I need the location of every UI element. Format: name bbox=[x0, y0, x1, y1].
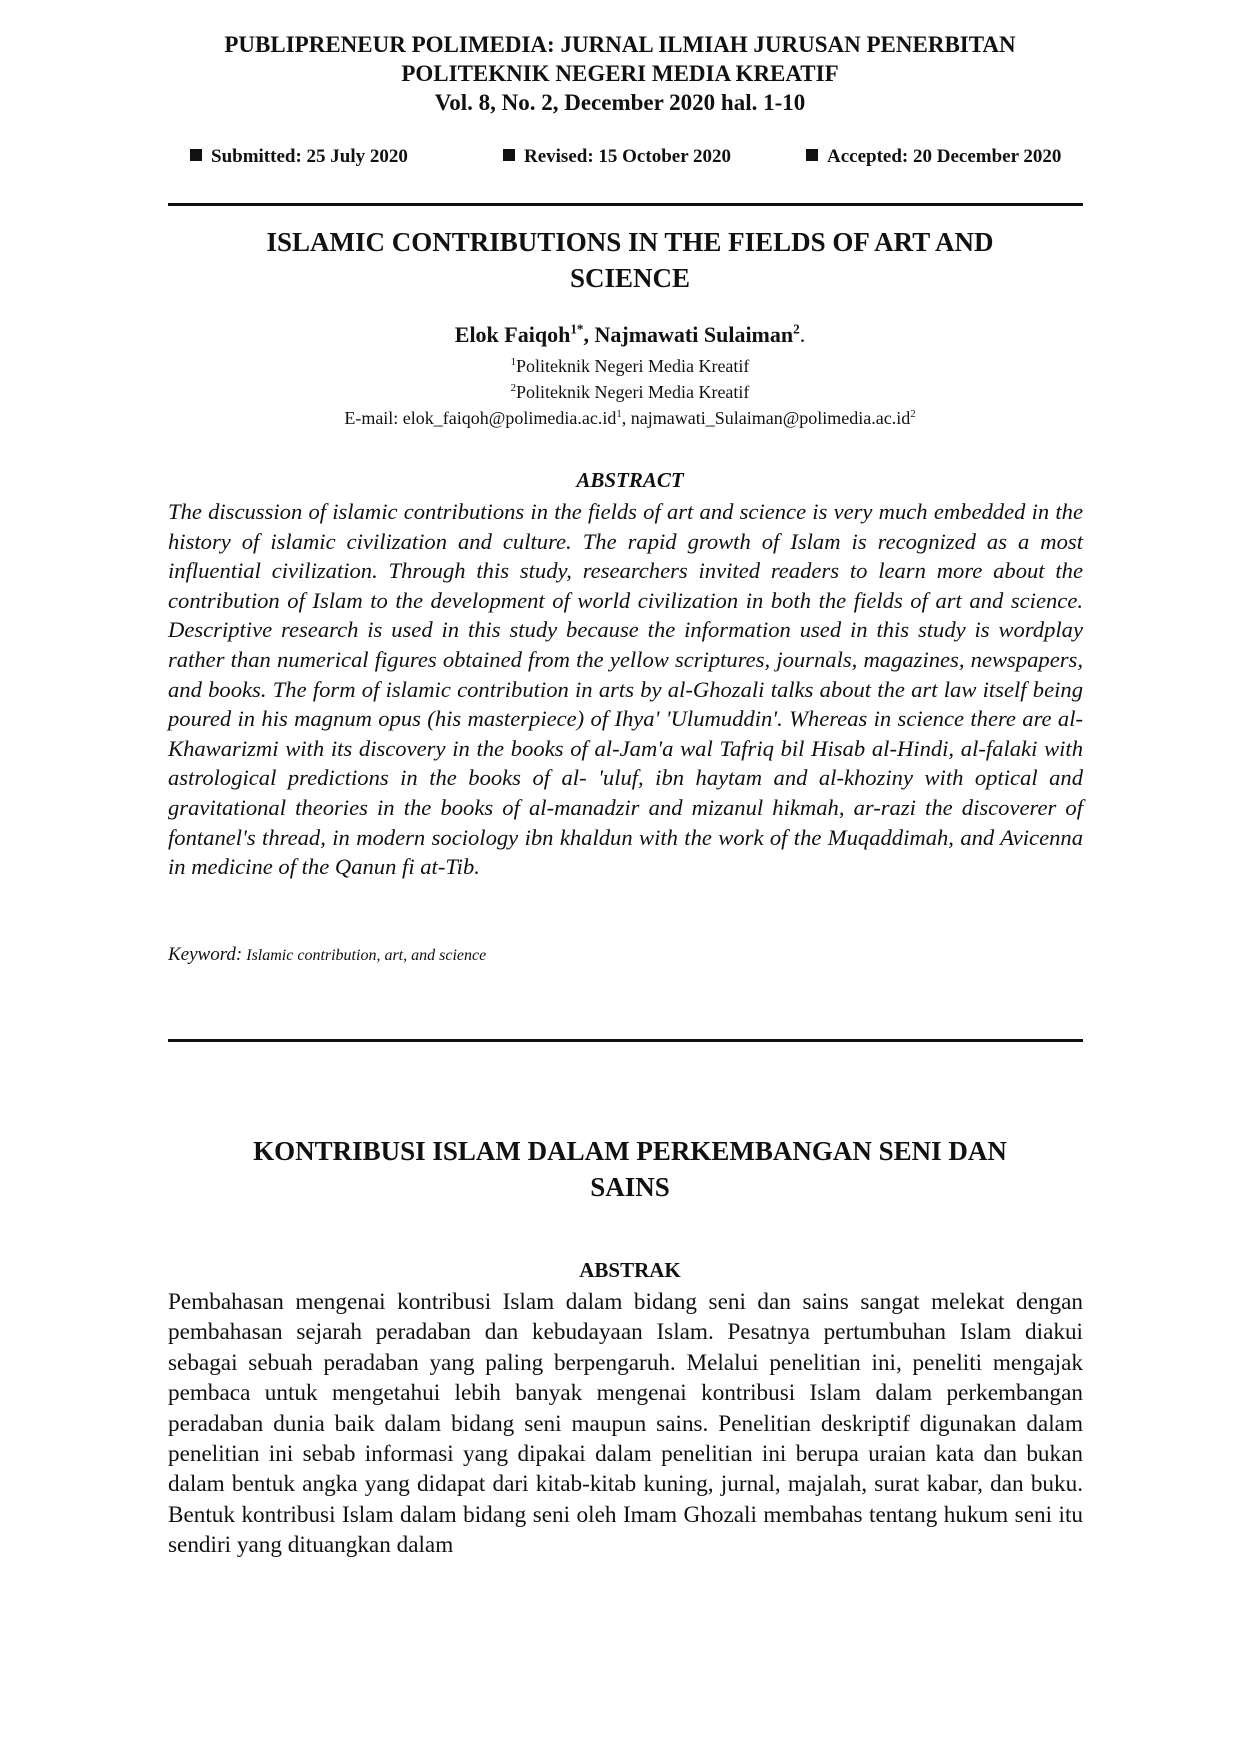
revised-date: Revised: 15 October 2020 bbox=[503, 146, 731, 168]
square-bullet-icon bbox=[190, 149, 202, 161]
journal-name-line1: PUBLIPRENEUR POLIMEDIA: JURNAL ILMIAH JURUSAN PENERBITAN bbox=[224, 32, 1016, 57]
header-divider bbox=[168, 203, 1083, 206]
submitted-date: Submitted: 25 July 2020 bbox=[190, 146, 408, 168]
abstrak-heading: ABSTRAK bbox=[579, 1258, 681, 1282]
square-bullet-icon bbox=[503, 149, 515, 161]
title-english bbox=[150, 224, 1110, 296]
author-1: Elok Faiqoh bbox=[454, 322, 571, 347]
title-indonesian bbox=[150, 1133, 1110, 1205]
title-indonesian-line2: SAINS bbox=[590, 1172, 670, 1202]
affiliation-2: $^2$Politeknik Negeri Media Kreatif bbox=[510, 382, 750, 402]
authors: Elok Faiqoh$^{1*}$, Najmawati Sulaiman$^2$. bbox=[454, 321, 806, 347]
journal-name-line2: POLITEKNIK NEGERI MEDIA KREATIF bbox=[401, 61, 839, 86]
keyword-text: Islamic contribution, art, and science bbox=[242, 947, 487, 964]
journal-volume: Vol. 8, No. 2, December 2020 hal. 1-10 bbox=[434, 90, 806, 115]
journal-header bbox=[140, 30, 1100, 117]
keywords bbox=[168, 944, 486, 966]
affiliation-1: $^1$Politeknik Negeri Media Kreatif bbox=[510, 356, 750, 376]
submission-dates bbox=[0, 146, 1240, 174]
title-english-line2: SCIENCE bbox=[569, 263, 691, 293]
abstract-text: The discussion of islamic contributions in the fields of art and science is very much embedded in the history of islamic civilization and culture. The rapid growth of Islam is recognized as a most influential civilization. Through this study, researchers invited readers to learn more about the contribution of Islam to the development of world civilization in both the fields of art and science. Descriptive research is used in this study because the information used in this study is wordplay rather than numerical figures obtained from the yellow scriptures, journals, magazines, newspapers, and books. The form of islamic contribution in arts by al-Ghozali talks about the art law itself being poured in his magnum opus (his masterpiece) of Ihya' 'Ulumuddin'. Whereas in science there are al-Khawarizmi with its discovery in the books of al-Jam'a wal Tafriq bil Hisab al-Hindi, al-falaki with astrological predictions in the books of al- 'uluf, ibn haytam and al-khoziny with optical and gravitational theories in the books of al-manadzir and mizanul hikmah, ar-razi the discoverer of fontanel's thread, in modern sociology ibn khaldun with the work of the Muqaddimah, and Avicenna in medicine of the Qanun fi at-Tib. bbox=[168, 499, 1083, 880]
abstrak-text: Pembahasan mengenai kontribusi Islam dalam bidang seni dan sains sangat melekat dengan pembahasan sejarah peradaban dan kebudayaan Islam. Pesatnya pertumbuhan Islam diakui sebagai sebuah peradaban yang paling berpengaruh. Melalui penelitian ini, peneliti mengajak pembaca untuk mengetahui lebih banyak mengenai kontribusi Islam dalam perkembangan peradaban dunia baik dalam bidang seni maupun sains. Penelitian deskriptif digunakan dalam penelitian ini sebab informasi yang dipakai dalam penelitian ini berupa uraian kata dan bukan dalam bentuk angka yang didapat dari kitab-kitab kuning, jurnal, majalah, surat kabar, dan buku. Bentuk kontribusi Islam dalam bidang seni oleh Imam Ghozali membahas tentang hukum seni itu sendiri yang dituangkan dalam bbox=[168, 1289, 1083, 1559]
accepted-date: Accepted: 20 December 2020 bbox=[806, 146, 1061, 168]
square-bullet-icon bbox=[806, 149, 818, 161]
abstract-divider bbox=[168, 1039, 1083, 1042]
title-indonesian-line1: KONTRIBUSI ISLAM DALAM PERKEMBANGAN SENI DAN bbox=[253, 1136, 1007, 1166]
keyword-label: Keyword: bbox=[168, 944, 243, 965]
abstract-heading: ABSTRACT bbox=[576, 468, 684, 492]
title-english-line1: ISLAMIC CONTRIBUTIONS IN THE FIELDS OF ART AND bbox=[266, 227, 994, 257]
author-emails: E-mail: $elok\_faiqoh@polimedia.ac.id^1$, $najmawati\_Sulaiman@polimedia.ac.id^2$ bbox=[344, 408, 916, 428]
author-2: Najmawati Sulaiman bbox=[594, 322, 794, 347]
